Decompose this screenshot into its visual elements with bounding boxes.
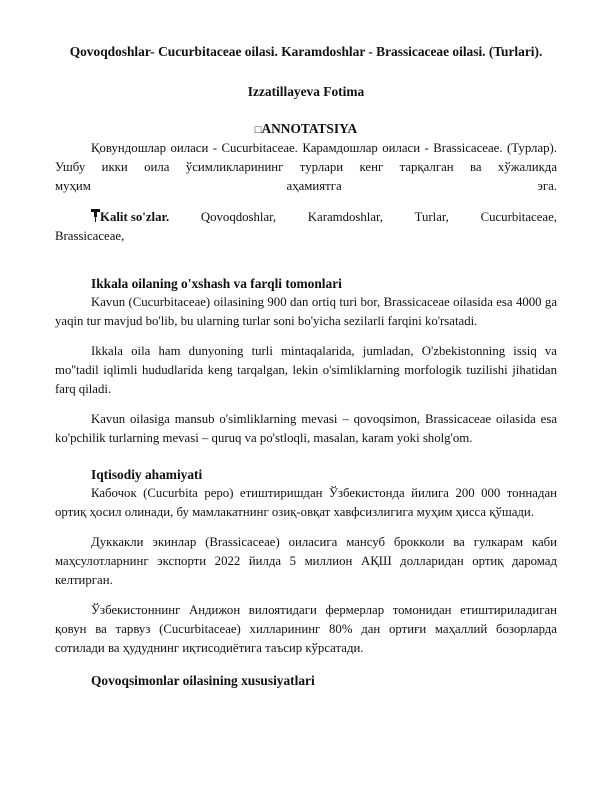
keyword: Karamdoshlar, [307,210,383,224]
section-heading-economic: Iqtisodiy ahamiyati [91,467,203,482]
paragraph: Kavun oilasiga mansub o'simliklarning mevasi – qovoqsimon, Brassicaceae oilasida esa ko'pchilik turlarning mevasi – quruq va po'stloqli, masalan, karam yoki sholg'om. [55,412,557,445]
pushpin-icon [91,209,100,222]
keywords-rest: Brassicaceae, [55,229,125,243]
section-heading-similarities: Ikkala oilaning o'xshash va farqli tomonlari [91,276,342,291]
annotation-word: муҳим [55,179,91,193]
keyword: Turlar, [414,210,449,224]
annotation-heading [55,120,557,139]
paragraph: Дуккакли экинлар (Brassicaceae) оиласига мансуб брокколи ва гулкарам каби маҳсулотларнинг экспорти 2022 йилда 5 миллион АҚШ долларидан ортиқ даромад келтирган. [55,535,557,587]
paragraph: Ўзбекистоннинг Андижон вилоятидаги фермерлар томонидан етиштириладиган қовун ва тарвуз (Cucurbitaceae) хилларининг 80% дан ортиғи маҳаллий бозорларда сотилади ва ҳудуднинг иқтисодиётига таъсир кўрсатади. [55,603,557,655]
annotation-word: аҳамиятга [286,179,342,193]
annotation-text-end [55,177,557,196]
paper-title: Qovoqdoshlar- Cucurbitaceae oilasi. Karamdoshlar - Brassicaceae oilasi. (Turlari). [69,44,543,59]
keywords-line [55,208,557,227]
author-name: Izzatillayeva Fotima [247,84,365,99]
keywords-label: Kalit so'zlar. [100,210,170,224]
keyword: Qovoqdoshlar, [200,210,277,224]
keyword: Cucurbitaceae, [480,210,557,224]
paragraph: Kavun (Cucurbitaceae) oilasining 900 dan ortiq turi bor, Brassicaceae oilasida esa 4000 ga yaqin tur mavjud bo'lib, bu ularning turlar soni bo'yicha sezilarli farqini ko'rsatadi. [55,295,557,328]
annotation-heading-text: ANNOTATSIYA [261,121,358,136]
annotation-text: Қовундошлар оиласи - Cucurbitaceae. Карамдошлар оиласи - Brassicaceae. (Турлар). Ушбу икки оила ўсимликларининг турлари кенг тарқалган ва хўжаликда [55,141,557,174]
paragraph: Кабочок (Cucurbita pepo) етиштиришдан Ўзбекистонда йилига 200 000 тоннадан ортиқ ҳосил олинади, бу мамлакатнинг озиқ-овқат хавфсизлигига муҳим ҳисса қўшади. [55,486,557,519]
keywords-label-group [91,208,169,227]
section-heading-features: Qovoqsimonlar oilasining xususiyatlari [91,673,315,688]
paragraph: Ikkala oila ham dunyoning turli mintaqalarida, jumladan, O'zbekistonning issiq va mo''tadil iqlimli hududlarida keng tarqalgan, lekin o'simliklarning morfologik tuzilishi jihatidan farq qiladi. [55,344,557,396]
checkbox-icon: □ [254,124,262,136]
annotation-word: эга. [537,179,557,193]
